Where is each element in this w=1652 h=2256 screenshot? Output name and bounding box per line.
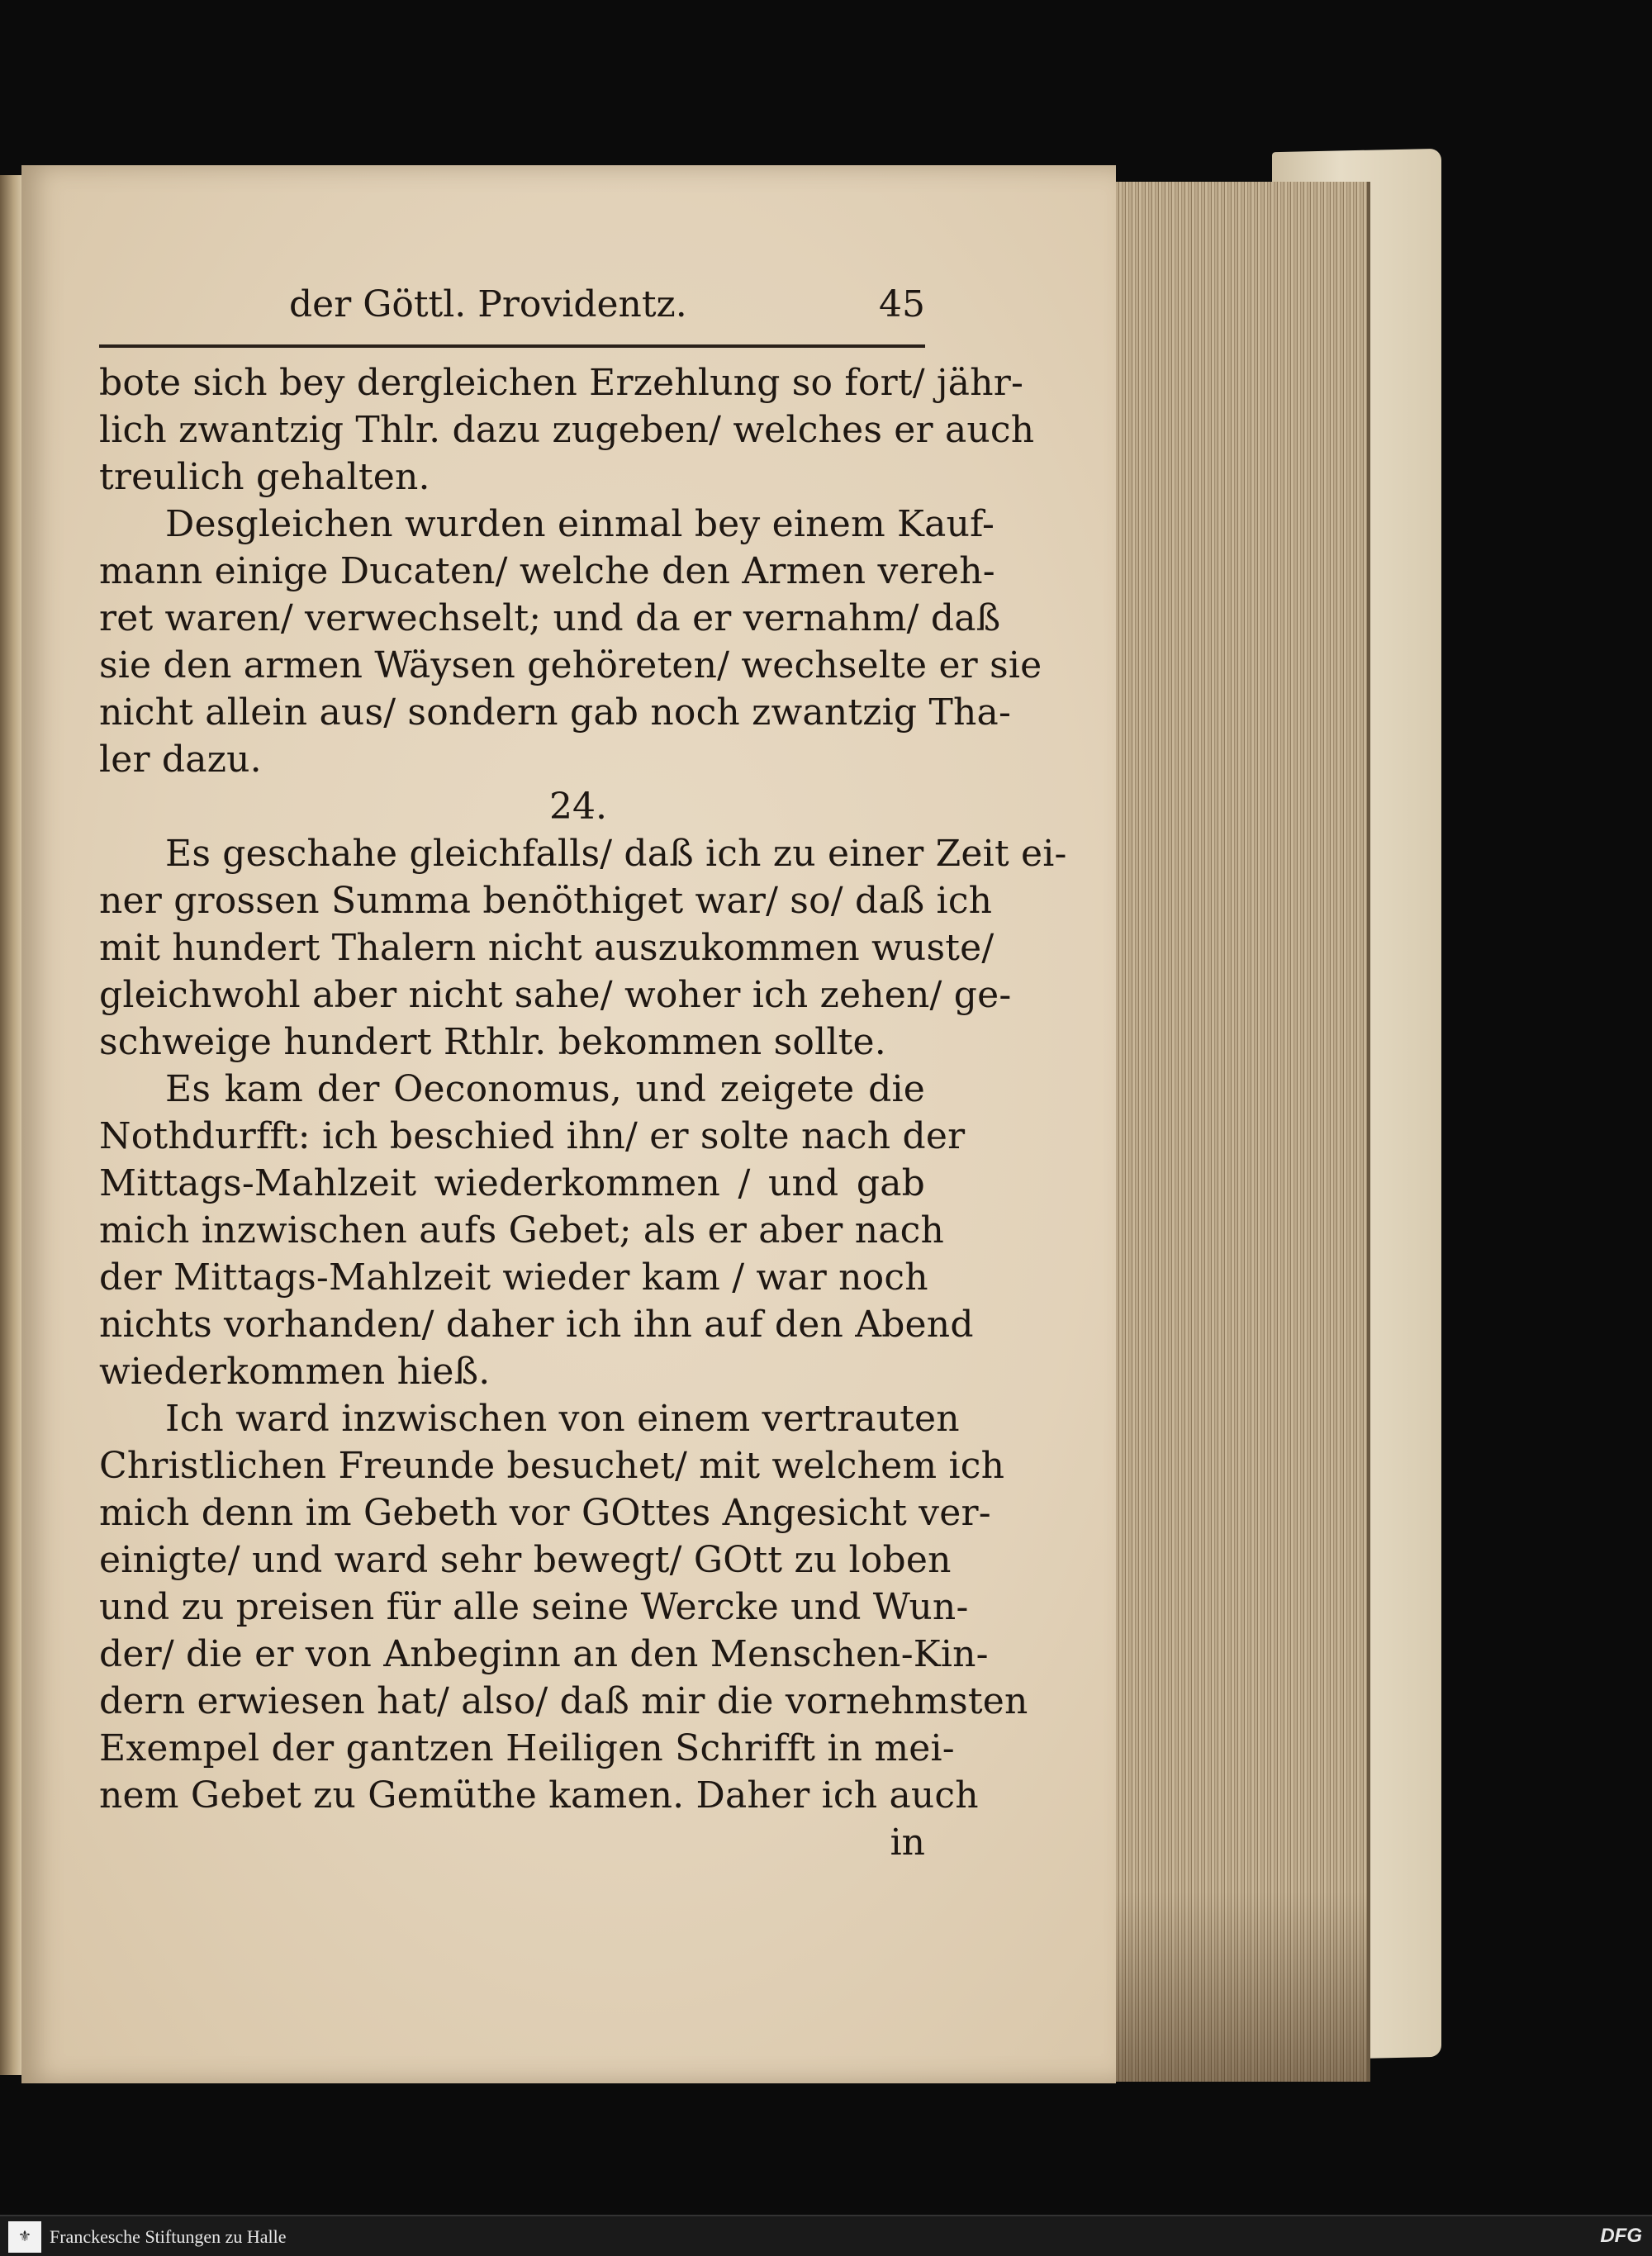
viewer-footer	[0, 2215, 1652, 2256]
text-line: mann einige Ducaten/ welche den Armen vereh-	[99, 550, 995, 592]
page-header	[99, 277, 925, 335]
text-line: wiederkommen hieß.	[99, 1351, 491, 1393]
page-number: 45	[879, 283, 925, 325]
text-line: gleichwohl aber nicht sahe/ woher ich zehen/ ge-	[99, 974, 1012, 1016]
text-line: ner grossen Summa benöthiget war/ so/ daß ich	[99, 880, 993, 922]
text-line: der/ die er von Anbeginn an den Menschen-Kin-	[99, 1633, 989, 1675]
text-line: Christlichen Freunde besuchet/ mit welchem ich	[99, 1445, 1005, 1487]
text-line: dern erwiesen hat/ also/ daß mir die vornehmsten	[99, 1680, 1028, 1722]
text-line: mich inzwischen aufs Gebet; als er aber nach	[99, 1209, 945, 1251]
text-line: schweige hundert Rthlr. bekommen sollte.	[99, 1021, 886, 1063]
catchword: in	[890, 1821, 925, 1864]
page-block-fore-edge	[1103, 182, 1370, 2082]
institution-name: Franckesche Stiftungen zu Halle	[50, 2226, 287, 2247]
text-line: Exempel der gantzen Heiligen Schrifft in mei-	[99, 1727, 955, 1769]
text-line: Nothdurfft: ich beschied ihn/ er solte nach der	[99, 1115, 966, 1157]
text-line: nichts vorhanden/ daher ich ihn auf den Abend	[99, 1304, 974, 1346]
text-line: nem Gebet zu Gemüthe kamen. Daher ich auch	[99, 1774, 979, 1817]
text-line: ret waren/ verwechselt; und da er vernahm/ daß	[99, 597, 1001, 639]
text-line: der Mittags-Mahlzeit wieder kam / war noch	[99, 1256, 928, 1299]
header-rule	[99, 344, 925, 348]
text-line: lich zwantzig Thlr. dazu zugeben/ welches er auch	[99, 409, 1035, 451]
institution-logo-icon: ⚜	[8, 2221, 41, 2253]
text-line: ler dazu.	[99, 739, 262, 781]
section-number: 24.	[549, 786, 607, 828]
text-line: Es kam der Oeconomus, und zeigete die	[165, 1068, 925, 1110]
text-line: Ich ward inzwischen von einem vertrauten	[165, 1398, 960, 1440]
text-line: Desgleichen wurden einmal bey einem Kauf-	[165, 503, 995, 545]
text-line: mit hundert Thalern nicht auszukommen wuste/	[99, 927, 995, 969]
text-line: mich denn im Gebeth vor GOttes Angesicht ver-	[99, 1492, 991, 1534]
page-text	[99, 277, 1067, 1866]
dfg-logo: DFG	[1600, 2225, 1642, 2247]
running-head: der Göttl. Providentz.	[289, 283, 687, 325]
text-line: einigte/ und ward sehr bewegt/ GOtt zu loben	[99, 1539, 952, 1581]
text-line: nicht allein aus/ sondern gab noch zwantzig Tha-	[99, 691, 1012, 734]
text-line: Mittags-Mahlzeit wiederkommen / und gab	[99, 1162, 925, 1204]
text-line: Es geschahe gleichfalls/ daß ich zu einer Zeit ei-	[165, 833, 1067, 875]
text-line: bote sich bey dergleichen Erzehlung so fort/ jähr-	[99, 362, 1024, 404]
left-page-edge	[0, 175, 23, 2075]
text-line: sie den armen Wäysen gehöreten/ wechselte er sie	[99, 644, 1042, 686]
text-line: treulich gehalten.	[99, 456, 430, 498]
text-line: und zu preisen für alle seine Wercke und Wun-	[99, 1586, 969, 1628]
